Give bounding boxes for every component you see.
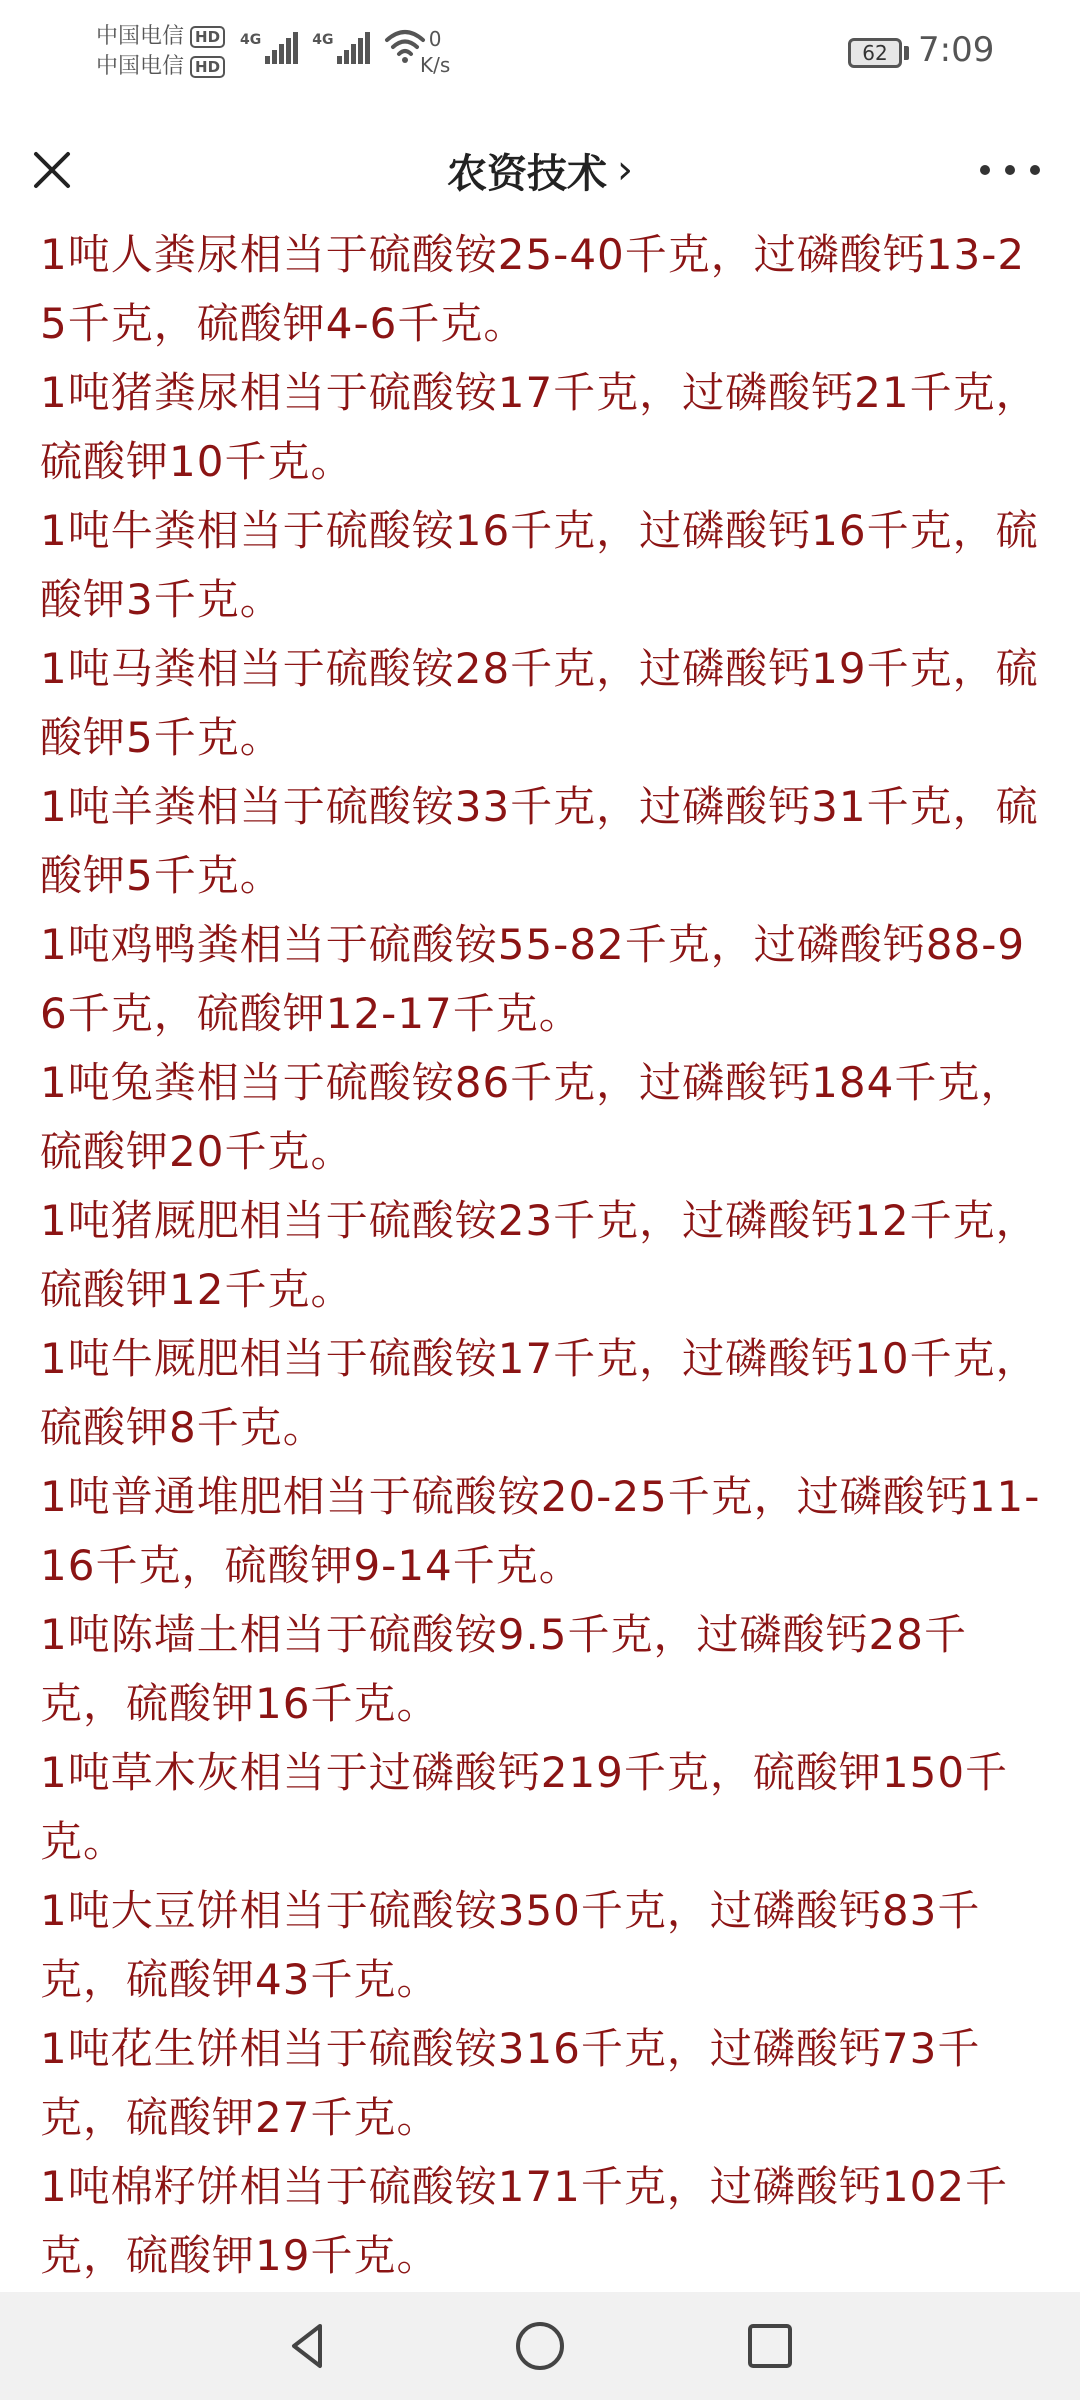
article-paragraph: 1吨牛粪相当于硫酸铵16千克，过磷酸钙16千克，硫酸钾3千克。 bbox=[40, 506, 1039, 624]
network-speed-unit: K/s bbox=[420, 53, 451, 77]
article-paragraph: 1吨猪厩肥相当于硫酸铵23千克，过磷酸钙12千克，硫酸钾12千克。 bbox=[40, 1196, 1039, 1314]
article-paragraph: 1吨陈墙土相当于硫酸铵9.5千克，过磷酸钙28千克，硫酸钾16千克。 bbox=[40, 1610, 967, 1728]
network-speed-value: 0 bbox=[428, 27, 442, 51]
network-speed bbox=[420, 26, 450, 78]
article-paragraph: 1吨兔粪相当于硫酸铵86千克，过磷酸钙184千克，硫酸钾20千克。 bbox=[40, 1058, 1024, 1176]
home-circle-icon[interactable] bbox=[510, 2316, 570, 2376]
battery-level: 62 bbox=[862, 41, 888, 65]
article-paragraph: 1吨羊粪相当于硫酸铵33千克，过磷酸钙31千克，硫酸钾5千克。 bbox=[40, 782, 1039, 900]
close-icon[interactable] bbox=[22, 140, 82, 200]
battery-tip bbox=[904, 46, 909, 60]
article-paragraph: 1吨鸡鸭粪相当于硫酸铵55-82千克，过磷酸钙88-96千克，硫酸钾12-17千克。 bbox=[40, 920, 1026, 1038]
more-dots-icon[interactable] bbox=[980, 150, 1040, 190]
article-paragraph: 1吨花生饼相当于硫酸铵316千克，过磷酸钙73千克，硫酸钾27千克。 bbox=[40, 2024, 981, 2142]
article-paragraph: 1吨人粪尿相当于硫酸铵25-40千克，过磷酸钙13-25千克，硫酸钾4-6千克。 bbox=[40, 230, 1026, 348]
signal-2-icon: 4G bbox=[312, 32, 370, 64]
article-paragraph: 1吨猪粪尿相当于硫酸铵17千克，过磷酸钙21千克，硫酸钾10千克。 bbox=[40, 368, 1039, 486]
carrier-2-label: 中国电信 bbox=[96, 54, 185, 79]
article-content bbox=[40, 220, 1045, 2290]
article-paragraph: 1吨棉籽饼相当于硫酸铵171千克，过磷酸钙102千克，硫酸钾19千克。 bbox=[40, 2162, 1009, 2280]
signal-1-icon: 4G bbox=[240, 32, 298, 64]
chevron-right-icon[interactable]: › bbox=[617, 147, 633, 193]
dot bbox=[980, 165, 990, 175]
dot bbox=[1005, 165, 1015, 175]
clock: 7:09 bbox=[918, 30, 995, 70]
page-title[interactable]: 农资技术 bbox=[447, 150, 607, 197]
battery-icon bbox=[848, 38, 902, 68]
carrier-info bbox=[96, 22, 225, 82]
dot bbox=[1030, 165, 1040, 175]
article-paragraph: 1吨普通堆肥相当于硫酸铵20-25千克，过磷酸钙11-16千克，硫酸钾9-14千克。 bbox=[40, 1472, 1041, 1590]
hd-badge: HD bbox=[190, 56, 225, 78]
recents-square-icon[interactable] bbox=[740, 2316, 800, 2376]
page-title-wrap bbox=[0, 110, 1080, 230]
article-paragraph: 1吨草木灰相当于过磷酸钙219千克，硫酸钾150千克。 bbox=[40, 1748, 1009, 1866]
signal-indicators bbox=[240, 28, 426, 64]
system-nav-bar bbox=[0, 2292, 1080, 2400]
status-bar bbox=[0, 0, 1080, 110]
title-bar bbox=[0, 110, 1080, 230]
back-triangle-icon[interactable] bbox=[278, 2316, 338, 2376]
article-paragraph: 1吨大豆饼相当于硫酸铵350千克，过磷酸钙83千克，硫酸钾43千克。 bbox=[40, 1886, 981, 2004]
hd-badge: HD bbox=[190, 26, 225, 48]
carrier-1-label: 中国电信 bbox=[96, 24, 185, 49]
article-paragraph: 1吨马粪相当于硫酸铵28千克，过磷酸钙19千克，硫酸钾5千克。 bbox=[40, 644, 1039, 762]
article-paragraph: 1吨牛厩肥相当于硫酸铵17千克，过磷酸钙10千克，硫酸钾8千克。 bbox=[40, 1334, 1039, 1452]
